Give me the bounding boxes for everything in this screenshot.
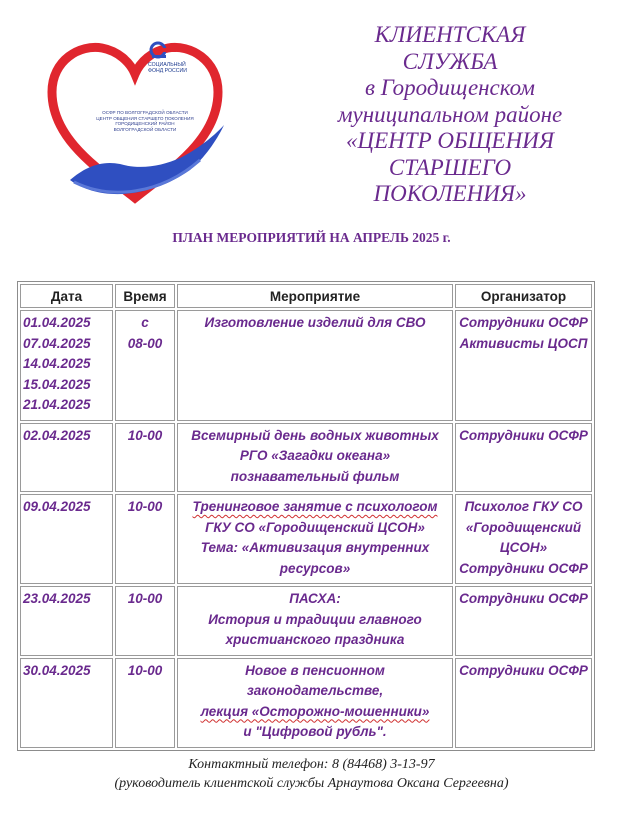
table-row (20, 586, 592, 656)
title-line: СТАРШЕГО (388, 154, 512, 180)
plan-title: ПЛАН МЕРОПРИЯТИЙ НА АПРЕЛЬ 2025 г. (172, 230, 451, 245)
contact-phone: Контактный телефон: 8 (84468) 3-13-97 (188, 757, 435, 772)
date-cell: 01.04.2025 07.04.2025 14.04.2025 15.04.2025 21.04.2025 (20, 310, 113, 421)
date-cell: 23.04.2025 (20, 586, 113, 656)
date-cell: 09.04.2025 (20, 494, 113, 584)
title-line: «ЦЕНТР ОБЩЕНИЯ (346, 128, 554, 153)
time-cell: 10-00 (115, 423, 175, 493)
table-header-row (20, 284, 592, 308)
time-cell: 10-00 (115, 494, 175, 584)
logo (40, 30, 230, 215)
organizer-cell: Сотрудники ОСФР (455, 423, 592, 493)
date-cell: 02.04.2025 (20, 423, 113, 493)
fund-name: СОЦИАЛЬНЫЙ ФОНД РОССИИ (148, 62, 188, 74)
title-line: в Городищенском (365, 75, 535, 100)
organizer-cell: Сотрудники ОСФР Активисты ЦОСП (455, 310, 592, 421)
time-cell: 10-00 (115, 658, 175, 748)
time-cell: с 08-00 (115, 310, 175, 421)
page-title (300, 22, 600, 208)
header-organizer: Организатор (455, 284, 592, 308)
title-line: муниципальном районе (337, 101, 563, 127)
event-cell: Изготовление изделий для СВО (177, 310, 453, 421)
organizer-cell: Сотрудники ОСФР (455, 586, 592, 656)
organizer-cell: Психолог ГКУ СО «Городищенский ЦСОН» Сотрудники ОСФР (455, 494, 592, 584)
contact-head: (руководитель клиентской службы Арнаутова Оксана Сергеевна) (114, 776, 509, 791)
title-line: КЛИЕНТСКАЯ (374, 22, 526, 47)
time-cell: 10-00 (115, 586, 175, 656)
table-row (20, 658, 592, 748)
heart-caption: ОСФР ПО ВОЛГОГРАДСКОЙ ОБЛАСТИ ЦЕНТР ОБЩЕНИЯ СТАРШЕГО ПОКОЛЕНИЯ ГОРОДИЩЕНСКИЙ РАЙОН ВОЛГОГРАДСКОЙ ОБЛАСТИ (96, 110, 194, 132)
footer (0, 755, 623, 793)
events-table (17, 281, 595, 751)
table-row (20, 310, 592, 421)
table-row (20, 423, 592, 493)
title-line: СЛУЖБА (402, 48, 498, 74)
event-cell: Всемирный день водных животных РГО «Загадки океана» познавательный фильм (177, 423, 453, 493)
header-date: Дата (20, 284, 113, 308)
event-cell: Тренинговое занятие с психологом ГКУ СО «Городищенский ЦСОН» Тема: «Активизация внутренних ресурсов» (177, 494, 453, 584)
organizer-cell: Сотрудники ОСФР (455, 658, 592, 748)
event-cell: ПАСХА: История и традиции главного христианского праздника (177, 586, 453, 656)
date-cell: 30.04.2025 (20, 658, 113, 748)
header-event: Мероприятие (177, 284, 453, 308)
event-cell: Новое в пенсионном законодательстве, лекция «Осторожно-мошенники» и "Цифровой рубль". (177, 658, 453, 748)
table-row (20, 494, 592, 584)
header-time: Время (115, 284, 175, 308)
title-line: ПОКОЛЕНИЯ» (373, 181, 527, 206)
